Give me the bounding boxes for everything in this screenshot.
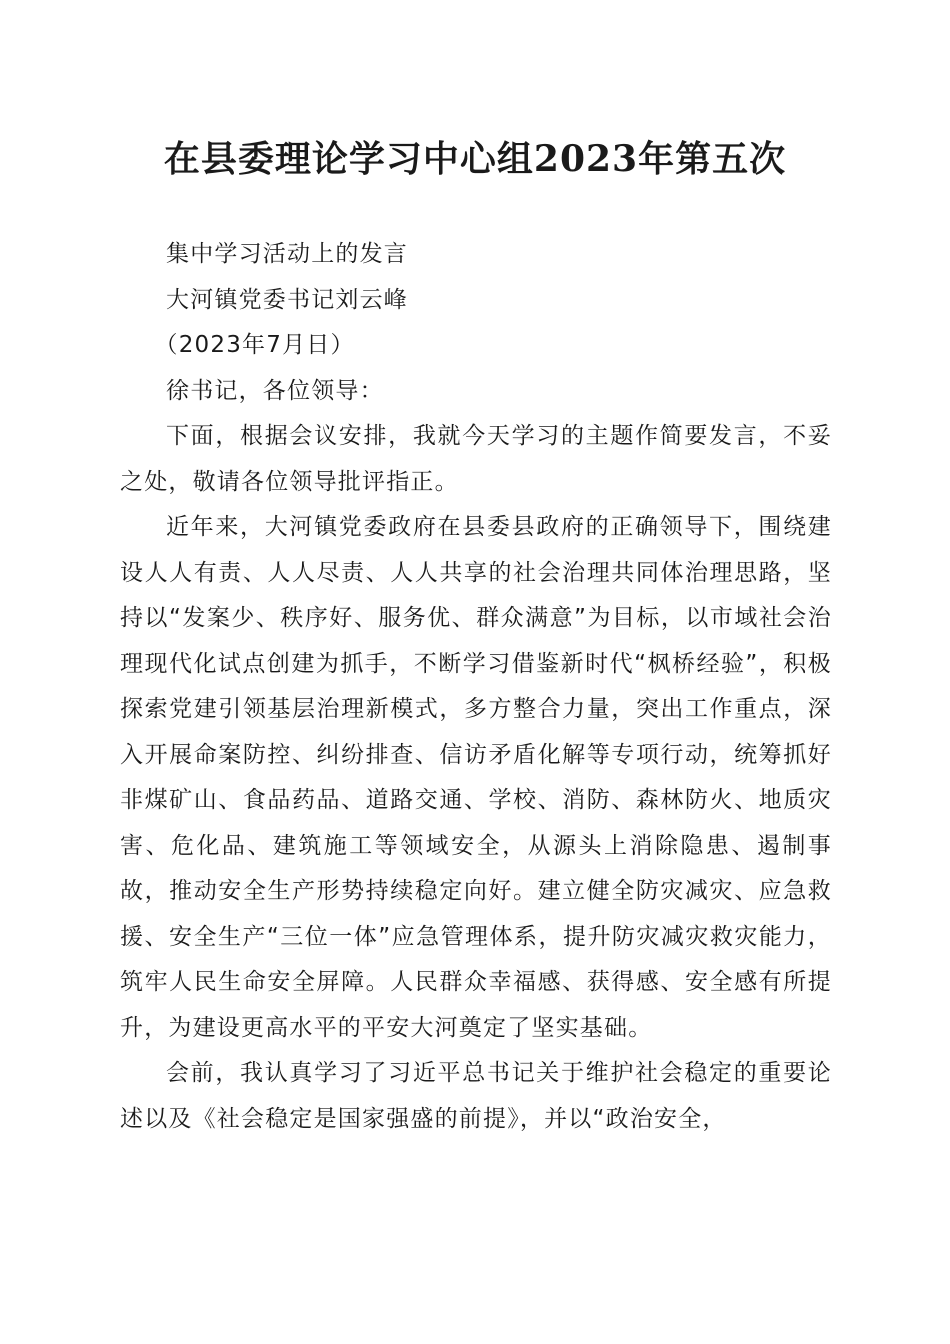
- document-date: （2023年7月日）: [154, 332, 355, 358]
- paragraph-3: 会前，我认真学习了习近平总书记关于维护社会稳定的重要论述以及《社会稳定是国家强盛的前提》，并以“政治安全，: [120, 1060, 832, 1132]
- document-title: 在县委理论学习中心组2023年第五次: [163, 138, 787, 180]
- document-body: [120, 232, 832, 1142]
- paragraph-1: 下面，根据会议安排，我就今天学习的主题作简要发言，不妥之处，敬请各位领导批评指正。: [120, 423, 832, 495]
- document-salutation: 徐书记，各位领导：: [166, 377, 384, 404]
- paragraph-2: 近年来，大河镇党委政府在县委县政府的正确领导下，围绕建设人人有责、人人尽责、人人共享的社会治理共同体治理思路，坚持以“发案少、秩序好、服务优、群众满意”为目标，以市域社会治理现代化试点创建为抓手，不断学习借鉴新时代“枫桥经验”，积极探索党建引领基层治理新模式，多方整合力量，突出工作重点，深入开展命案防控、纠纷排查、信访矛盾化解等专项行动，统筹抓好非煤矿山、食品药品、道路交通、学校、消防、森林防火、地质灾害、危化品、建筑施工等领域安全，从源头上消除隐患、遏制事故，推动安全生产形势持续稳定向好。建立健全防灾减灾、应急救援、安全生产“三位一体”应急管理体系，提升防灾减灾救灾能力，筑牢人民生命安全屏障。人民群众幸福感、获得感、安全感有所提升，为建设更高水平的平安大河奠定了坚实基础。: [120, 514, 832, 1041]
- document-author: 大河镇党委书记刘云峰: [166, 286, 408, 313]
- document-subtitle: 集中学习活动上的发言: [166, 241, 408, 267]
